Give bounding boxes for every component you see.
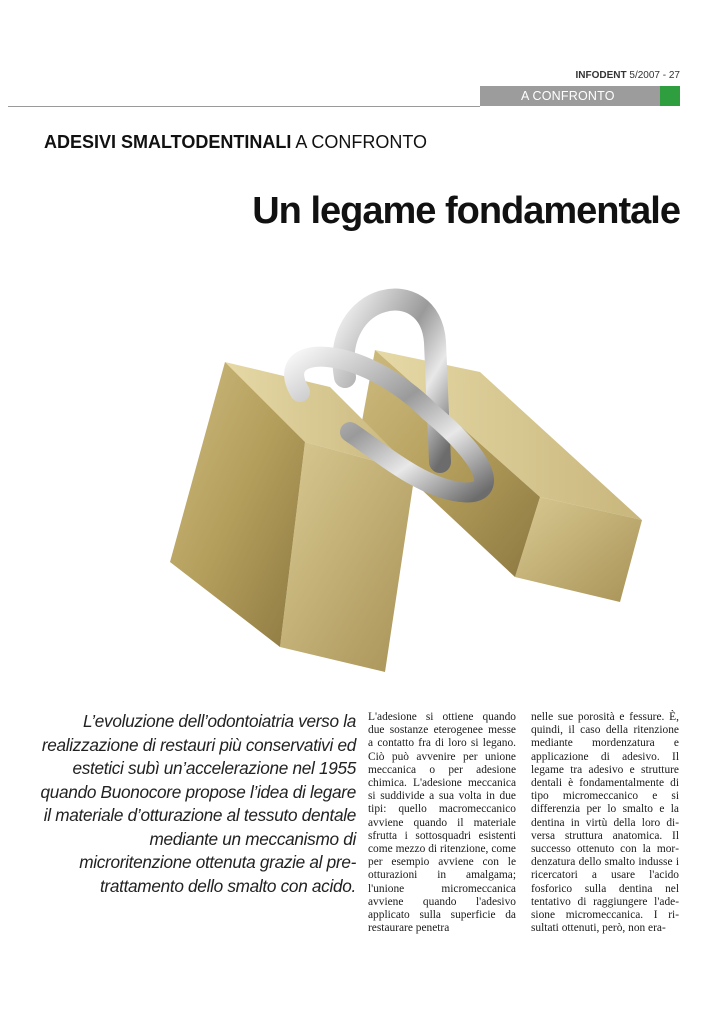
kicker-bold: ADESIVI SMALTODENTINALI <box>44 132 292 152</box>
header-rule <box>8 106 480 107</box>
article-lede: L’evoluzione dell’odontoiatria verso la realizzazione di restauri più conservativi ed estetici subì un’accelerazione nel 1955 quando Buonocore propose l’idea di legare il materiale d’otturazione al tessuto dentale mediante un meccanismo di microritenzione ottenuta grazie al pre-trattamento dello smalto con acido. <box>40 711 356 896</box>
padlock-icon <box>130 262 650 692</box>
article-title: Un legame fondamentale <box>252 190 680 232</box>
journal-name: INFODENT <box>575 70 627 81</box>
kicker-rest: A CONFRONTO <box>291 132 428 152</box>
body-column-2: nelle sue porosità e fessure. È, quindi, il caso della ritenzione mediante mordenzatura e applicazione di adesivo. Il legame tra adesivo e strutture dentali è fondamentalmente di tipo micromeccanico e si differenzia per lo smalto e la dentina in virtù della loro diversa struttura anatomica. Il successo ottenuto con la mordenzatura dello smalto indusse i ricercatori a usare l'acido fosforico sulla dentina nel tentativo di raggiungere l'adesione micromeccanica. I risultati ottenuti, però, non era- <box>531 711 679 935</box>
article-kicker <box>44 132 427 153</box>
section-band <box>480 86 660 106</box>
running-head <box>576 70 681 81</box>
issue-page: 5/2007 - 27 <box>629 70 680 81</box>
body-column-1: L'adesione si ottiene quando due sostanze eterogenee messe a contatto fra di loro si legano. Ciò può avvenire per unione meccanica o per adesione chimica. L'adesione meccanica si suddivide a sua volta in due tipi: quello macromeccanico avviene quando il materiale sfrutta i sottosquadri esistenti come mezzo di ritenzione, come per esempio avviene con le otturazioni in amalgama; l'unione micromeccanica avviene quando l'adesivo applicato sulla superficie da restaurare penetra <box>368 711 516 935</box>
section-label: A CONFRONTO <box>521 89 615 103</box>
section-color-tab <box>660 86 680 106</box>
